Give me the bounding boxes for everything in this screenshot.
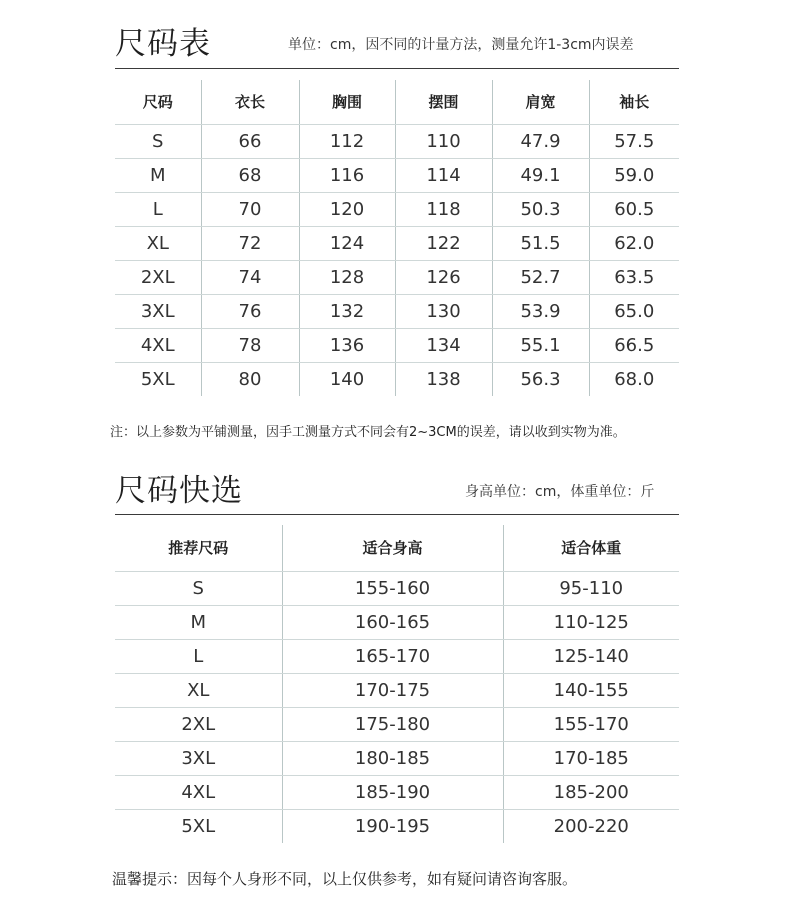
table-row — [115, 124, 679, 158]
cell-shoulder: 56.3 — [492, 362, 589, 396]
cell-size: XL — [115, 673, 282, 707]
cell-size: M — [115, 605, 282, 639]
table-row — [115, 741, 679, 775]
cell-shoulder: 52.7 — [492, 260, 589, 294]
cell-weight: 185-200 — [503, 775, 679, 809]
cell-height: 180-185 — [282, 741, 503, 775]
header-length: 衣长 — [201, 80, 299, 124]
cell-shoulder: 47.9 — [492, 124, 589, 158]
cell-size: M — [115, 158, 201, 192]
cell-chest: 120 — [299, 192, 395, 226]
cell-size: 3XL — [115, 741, 282, 775]
header-sleeve: 袖长 — [589, 80, 679, 124]
cell-length: 70 — [201, 192, 299, 226]
warm-tip: 温馨提示：因每个人身形不同，以上仅供参考，如有疑问请咨询客服。 — [112, 870, 578, 888]
cell-weight: 155-170 — [503, 707, 679, 741]
cell-height: 170-175 — [282, 673, 503, 707]
table-row — [115, 673, 679, 707]
cell-height: 185-190 — [282, 775, 503, 809]
cell-size: 5XL — [181, 815, 216, 837]
cell-size: 4XL — [115, 775, 282, 809]
cell-length: 80 — [201, 362, 299, 396]
cell-chest: 112 — [299, 124, 395, 158]
cell-length: 74 — [201, 260, 299, 294]
cell-chest: 136 — [299, 328, 395, 362]
header-recommended-size: 推荐尺码 — [115, 525, 282, 571]
table-row — [115, 571, 679, 605]
cell-sleeve: 66.5 — [589, 328, 679, 362]
cell-length: 66 — [201, 124, 299, 158]
cell-hem: 134 — [395, 328, 492, 362]
cell-length: 78 — [201, 328, 299, 362]
cell-height: 165-170 — [282, 639, 503, 673]
cell-sleeve: 65.0 — [589, 294, 679, 328]
cell-sleeve: 62.0 — [589, 226, 679, 260]
cell-size: S — [115, 571, 282, 605]
cell-size: 2XL — [115, 260, 201, 294]
cell-size: XL — [115, 226, 201, 260]
quick-select-unit-note: 身高单位：cm，体重单位：斤 — [465, 484, 655, 500]
cell-size: 5XL — [140, 368, 175, 390]
cell-size: S — [115, 124, 201, 158]
header-size: 尺码 — [115, 80, 201, 124]
cell-hem: 118 — [395, 192, 492, 226]
cell-shoulder: 49.1 — [492, 158, 589, 192]
quick-select-title: 尺码快选 — [115, 473, 243, 509]
cell-size: L — [115, 192, 201, 226]
cell-sleeve: 60.5 — [589, 192, 679, 226]
quick-select-table — [115, 525, 679, 843]
header-hem: 摆围 — [395, 80, 492, 124]
cell-hem: 130 — [395, 294, 492, 328]
cell-shoulder: 50.3 — [492, 192, 589, 226]
cell-shoulder: 55.1 — [492, 328, 589, 362]
header-shoulder: 肩宽 — [492, 80, 589, 124]
cell-chest: 132 — [299, 294, 395, 328]
table-row — [115, 328, 679, 362]
quick-select-header-row — [115, 525, 679, 571]
table-row — [115, 260, 679, 294]
header-weight: 适合体重 — [503, 525, 679, 571]
cell-chest: 116 — [299, 158, 395, 192]
quick-select-divider — [115, 514, 679, 515]
cell-weight: 110-125 — [503, 605, 679, 639]
cell-shoulder: 51.5 — [492, 226, 589, 260]
table-row — [115, 192, 679, 226]
cell-hem: 114 — [395, 158, 492, 192]
cell-sleeve: 59.0 — [589, 158, 679, 192]
table-row — [115, 158, 679, 192]
cell-weight: 125-140 — [503, 639, 679, 673]
cell-weight: 170-185 — [503, 741, 679, 775]
cell-height: 160-165 — [282, 605, 503, 639]
cell-length: 76 — [201, 294, 299, 328]
cell-sleeve: 57.5 — [589, 124, 679, 158]
header-height: 适合身高 — [282, 525, 503, 571]
size-chart-table — [115, 80, 679, 396]
cell-shoulder: 53.9 — [492, 294, 589, 328]
cell-weight: 200-220 — [503, 809, 679, 843]
table-row — [115, 707, 679, 741]
cell-height: 155-160 — [282, 571, 503, 605]
table-row — [115, 639, 679, 673]
cell-size: 2XL — [115, 707, 282, 741]
cell-size: 4XL — [115, 328, 201, 362]
size-chart-divider — [115, 68, 679, 69]
table-row — [115, 362, 679, 396]
cell-sleeve: 68.0 — [589, 362, 679, 396]
cell-height: 190-195 — [282, 809, 503, 843]
cell-height: 175-180 — [282, 707, 503, 741]
cell-sleeve: 63.5 — [589, 260, 679, 294]
cell-chest: 128 — [299, 260, 395, 294]
size-chart-title: 尺码表 — [115, 26, 211, 62]
cell-hem: 122 — [395, 226, 492, 260]
cell-length: 72 — [201, 226, 299, 260]
cell-hem: 110 — [395, 124, 492, 158]
cell-hem: 138 — [395, 362, 492, 396]
size-chart-unit-note: 单位：cm，因不同的计量方法，测量允许1-3cm内误差 — [288, 37, 634, 53]
cell-chest: 140 — [299, 362, 395, 396]
table-row — [115, 605, 679, 639]
cell-weight: 95-110 — [503, 571, 679, 605]
table-row — [115, 775, 679, 809]
cell-chest: 124 — [299, 226, 395, 260]
table-row — [115, 809, 679, 843]
size-chart-header-row — [115, 80, 679, 124]
table-row — [115, 226, 679, 260]
cell-size: L — [115, 639, 282, 673]
cell-hem: 126 — [395, 260, 492, 294]
header-chest: 胸围 — [299, 80, 395, 124]
cell-size: 3XL — [115, 294, 201, 328]
cell-length: 68 — [201, 158, 299, 192]
table-row — [115, 294, 679, 328]
size-chart-footnote: 注：以上参数为平铺测量，因手工测量方式不同会有2~3CM的误差，请以收到实物为准。 — [110, 425, 626, 440]
cell-weight: 140-155 — [503, 673, 679, 707]
